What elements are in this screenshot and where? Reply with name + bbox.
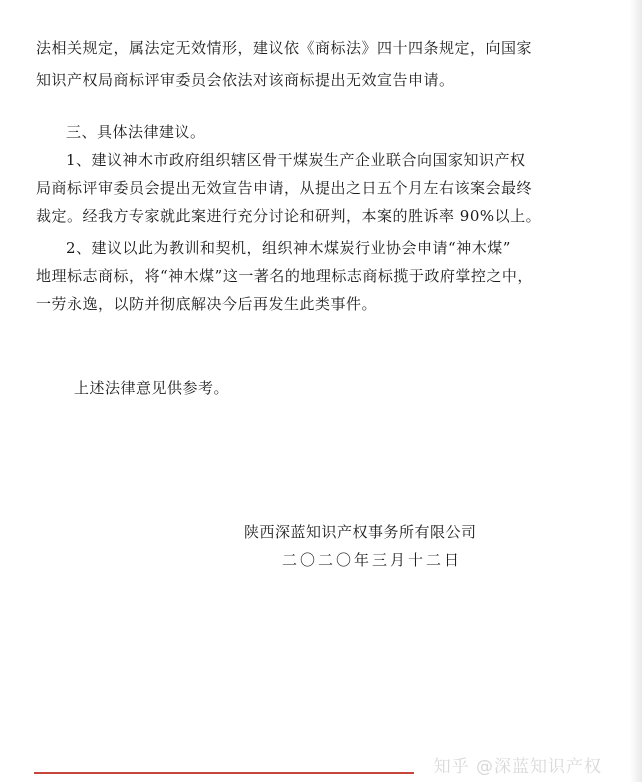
item1-line: 1、建议神木市政府组织辖区骨干煤炭生产企业联合向国家知识产权 — [66, 151, 526, 169]
item2-line: 2、建议以此为教训和契机，组织神木煤炭行业协会申请“神木煤” — [66, 239, 511, 257]
section-heading: 三、具体法律建议。 — [66, 123, 206, 141]
watermark-text: 知乎 @深蓝知识产权 — [433, 757, 602, 777]
closing-text: 上述法律意见供参考。 — [74, 379, 230, 397]
red-divider-line — [34, 772, 414, 774]
paragraph-line: 法相关规定，属法定无效情形，建议依《商标法》四十四条规定，向国家 — [36, 39, 533, 57]
item1-line: 局商标评审委员会提出无效宣告申请，从提出之日五个月左右该案会最终 — [36, 179, 533, 197]
paragraph-line: 知识产权局商标评审委员会依法对该商标提出无效宣告申请。 — [36, 71, 455, 89]
item1-line: 裁定。经我方专家就此案进行充分讨论和研判，本案的胜诉率 90%以上。 — [36, 207, 542, 225]
page-edge-shadow — [630, 0, 642, 782]
signature-date: 二〇二〇年三月十二日 — [282, 551, 463, 569]
item2-line: 一劳永逸，以防并彻底解决今后再发生此类事件。 — [36, 295, 378, 313]
signature-company: 陕西深蓝知识产权事务所有限公司 — [244, 523, 477, 541]
item2-line: 地理标志商标，将“神木煤”这一著名的地理标志商标揽于政府掌控之中， — [36, 267, 533, 285]
